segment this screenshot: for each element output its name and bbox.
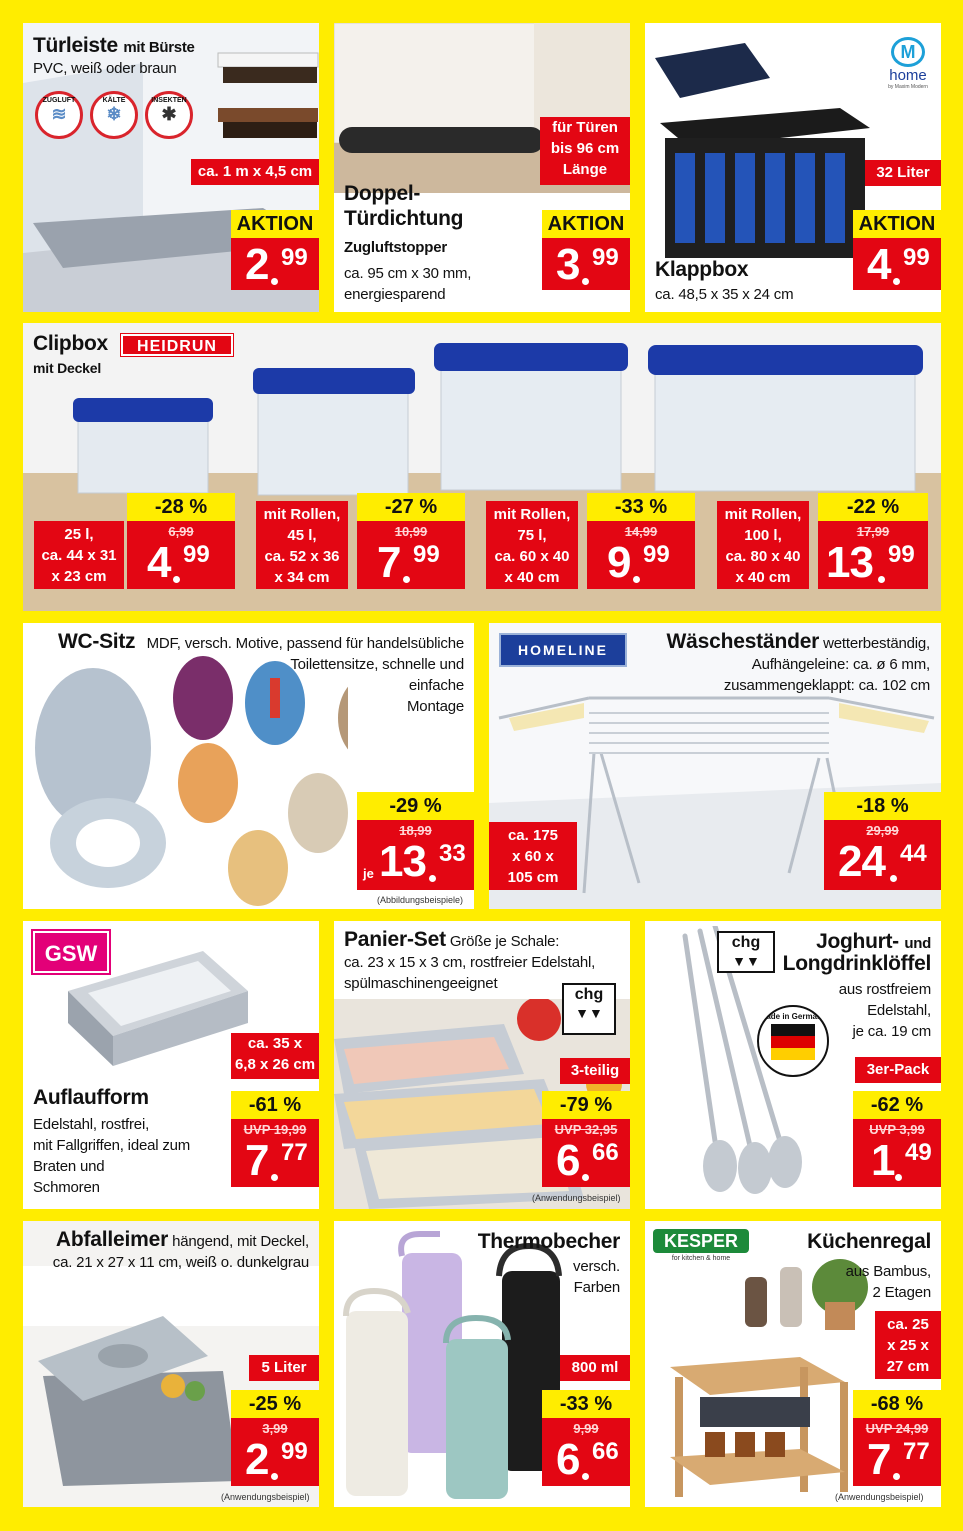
price-tag	[231, 1418, 319, 1486]
aktion-badge: AKTION	[853, 210, 941, 238]
desc-line: energiesparend	[344, 286, 446, 303]
desc-text: Größe je Schale:	[449, 933, 560, 950]
price-cents: 99	[281, 244, 308, 271]
product-title	[783, 931, 931, 975]
desc-text: hängend, mit Deckel,	[172, 1233, 309, 1250]
desc-line	[630, 631, 930, 654]
desc-line: versch.	[573, 1258, 620, 1275]
price-main: 4	[147, 538, 171, 587]
volume-tag: 800 ml	[560, 1355, 630, 1381]
price-dot	[582, 1473, 589, 1480]
price-tag	[357, 521, 465, 589]
price-dot	[878, 576, 885, 583]
price-cents: 99	[592, 244, 619, 271]
panel-klappbox	[645, 23, 941, 312]
germany-flag-icon	[771, 1024, 815, 1060]
icon-label: ZUGLUFT	[42, 97, 76, 104]
size-line: 27 cm	[886, 1358, 930, 1375]
logo-text: GSW	[44, 941, 98, 966]
title-line: Türdichtung	[344, 207, 464, 230]
aktion-badge: AKTION	[542, 210, 630, 238]
image-note: (Anwendungsbeispiel)	[835, 1492, 924, 1502]
feature-icons	[35, 91, 195, 143]
price-main: 9	[607, 538, 631, 587]
seal-text: Made in Germany	[759, 1012, 827, 1021]
product-title	[344, 181, 463, 231]
product-desc	[846, 1261, 931, 1303]
desc-line: Farben	[573, 1279, 620, 1296]
logo-text: home	[889, 67, 927, 84]
price-cents: 44	[900, 840, 927, 867]
old-price: 6,99	[168, 524, 194, 539]
price-tag	[824, 820, 941, 890]
panel-wc-sitz	[23, 623, 474, 909]
price-cents: 99	[903, 244, 930, 271]
size-line: x 40 cm	[504, 569, 560, 586]
size-line: ca. 25	[887, 1316, 929, 1333]
desc-line: mit Fallgriffen, ideal zum	[33, 1137, 191, 1154]
size-tag	[486, 501, 578, 589]
desc-line: einfache	[408, 677, 464, 694]
desc-line: Montage	[407, 698, 464, 715]
price-main: 13	[826, 538, 873, 587]
desc-line: MDF, versch. Motive, passend für handelsübliche	[146, 635, 464, 652]
desc-line	[23, 1229, 309, 1252]
price-tag	[853, 238, 941, 290]
size-tag	[717, 501, 809, 589]
price-main: 7	[867, 1435, 891, 1484]
size-tag	[489, 822, 577, 890]
title-text: Türleiste	[33, 34, 118, 57]
heidrun-logo: HEIDRUN	[121, 334, 233, 356]
panel-abfalleimer	[23, 1221, 319, 1507]
discount-badge: -27 %	[357, 493, 465, 521]
price-tag	[853, 1119, 941, 1187]
panel-tuerdichtung	[334, 23, 630, 312]
title-small: und	[904, 935, 931, 952]
size-line: ca. 60 x 40	[494, 548, 570, 565]
size-line: 105 cm	[507, 869, 559, 886]
price-main: 13	[379, 837, 426, 886]
logo-text: HOMELINE	[518, 642, 608, 658]
insect-icon: INSEKTEN ✱	[145, 91, 193, 139]
product-desc	[573, 1256, 620, 1298]
price-main: 3	[556, 240, 580, 289]
price-dot	[890, 875, 897, 882]
desc-line: 2 Etagen	[872, 1284, 931, 1301]
panel-tuerleiste	[23, 23, 319, 312]
price-cents: 77	[281, 1139, 308, 1166]
product-title: Klappbox	[655, 258, 749, 281]
price-main: 7	[245, 1136, 269, 1185]
old-price: UVP 19,99	[243, 1122, 307, 1137]
desc-line: zusammengeklappt: ca. 102 cm	[723, 677, 930, 694]
old-price: 10,99	[394, 524, 428, 539]
set-tag: 3-teilig	[560, 1058, 630, 1084]
desc-line	[344, 929, 624, 952]
size-line: 75 l,	[517, 527, 547, 544]
price-tag	[853, 1418, 941, 1486]
product-title: Auflaufform	[33, 1086, 149, 1109]
desc-line: Braten und	[33, 1158, 105, 1175]
volume-tag: 5 Liter	[249, 1355, 319, 1381]
folding-box-image	[650, 38, 880, 268]
price-tag	[357, 820, 474, 890]
title-line	[783, 931, 931, 953]
price-tag	[127, 521, 235, 589]
price-cents: 66	[592, 1139, 619, 1166]
old-price: 18,99	[399, 823, 432, 838]
image-note: (Abbildungsbeispiele)	[377, 895, 464, 905]
price-cents: 99	[888, 541, 915, 568]
price-main: 2	[245, 1435, 269, 1484]
panel-kuechenregal	[645, 1221, 941, 1507]
title-text: Joghurt-	[816, 930, 899, 953]
price-cents: 99	[281, 1438, 308, 1465]
price-cents: 33	[439, 840, 466, 867]
panel-waeschestaender	[489, 623, 941, 909]
old-price: UVP 32,95	[554, 1122, 618, 1137]
discount-badge: -61 %	[231, 1091, 319, 1119]
desc-line: ca. 95 cm x 30 mm,	[344, 265, 472, 282]
discount-badge: -62 %	[853, 1091, 941, 1119]
size-line: ca. 175	[507, 827, 559, 844]
product-desc: ca. 48,5 x 35 x 24 cm	[655, 286, 794, 303]
size-tag: ca. 1 m x 4,5 cm	[191, 159, 319, 185]
price-main: 6	[556, 1136, 580, 1185]
price-dot	[582, 278, 589, 285]
draft-icon: ZUGLUFT ≋	[35, 91, 83, 139]
title-small: mit Bürste	[123, 39, 195, 56]
product-desc	[124, 633, 464, 717]
price-dot	[895, 1174, 902, 1181]
discount-badge: -25 %	[231, 1390, 319, 1418]
price-dot	[271, 1174, 278, 1181]
price-cents: 49	[905, 1139, 932, 1166]
size-line: x 40 cm	[735, 569, 791, 586]
desc-line: Toilettensitze, schnelle und	[290, 656, 464, 673]
product-desc	[344, 263, 471, 305]
title-line: Longdrinklöffel	[782, 952, 931, 976]
image-note: (Anwendungsbeispiel)	[532, 1193, 621, 1203]
made-in-germany-seal	[757, 1005, 829, 1077]
discount-badge: -18 %	[824, 792, 941, 820]
price-tag	[542, 1119, 630, 1187]
price-main: 24	[838, 837, 885, 886]
price-dot	[429, 875, 436, 882]
size-line: ca. 80 x 40	[725, 548, 801, 565]
product-subtitle: Zugluftstopper	[344, 239, 448, 256]
desc-line: je ca. 19 cm	[852, 1023, 931, 1040]
title-text: WC-Sitz	[58, 630, 136, 653]
price-tag	[587, 521, 695, 589]
price-tag	[231, 238, 319, 290]
price-dot	[633, 576, 640, 583]
price-dot	[582, 1174, 589, 1181]
size-line: 100 l,	[744, 527, 782, 544]
old-price: 14,99	[624, 524, 658, 539]
gsw-logo	[33, 931, 109, 973]
m-logo-icon: M	[891, 37, 925, 67]
discount-badge: -68 %	[853, 1390, 941, 1418]
image-note: (Anwendungsbeispiel)	[221, 1492, 310, 1502]
price-dot	[893, 1473, 900, 1480]
product-subtitle: mit Deckel	[33, 360, 102, 376]
product-title: Panier-Set	[344, 928, 446, 951]
home-brand-logo	[880, 37, 936, 103]
price-dot	[271, 278, 278, 285]
panel-loeffel	[645, 921, 941, 1209]
cold-icon: KÄLTE ❄	[90, 91, 138, 139]
discount-badge: -33 %	[542, 1390, 630, 1418]
desc-text: wetterbeständig,	[823, 635, 930, 652]
desc-line: ca. 21 x 27 x 11 cm, weiß o. dunkelgrau	[52, 1254, 309, 1271]
desc-line: Edelstahl,	[867, 1002, 931, 1019]
desc-line: Schmoren	[33, 1179, 100, 1196]
price-dot	[173, 576, 180, 583]
price-tag	[542, 1418, 630, 1486]
product-title	[33, 35, 195, 57]
size-line: x 60 x	[512, 848, 554, 865]
price-dot	[893, 278, 900, 285]
size-line: mit Rollen,	[493, 506, 571, 523]
size-line: 45 l,	[287, 527, 317, 544]
product-title: Abfalleimer	[55, 1228, 169, 1251]
title-line: Doppel-	[344, 182, 421, 205]
size-line: ca. 44 x 31	[41, 547, 117, 564]
product-title: Clipbox	[33, 332, 108, 355]
price-cents: 66	[592, 1438, 619, 1465]
size-line: x 25 x	[887, 1337, 929, 1354]
size-tag	[34, 521, 124, 589]
size-line: Länge	[562, 161, 608, 178]
size-line: ca. 52 x 36	[264, 548, 340, 565]
pack-tag: 3er-Pack	[855, 1057, 941, 1083]
price-tag	[231, 1119, 319, 1187]
size-line: x 34 cm	[274, 569, 330, 586]
price-cents: 99	[413, 541, 440, 568]
price-main: 7	[377, 538, 401, 587]
size-line: mit Rollen,	[263, 506, 341, 523]
size-line: ca. 35 x	[247, 1035, 303, 1052]
panel-panier-set	[334, 921, 630, 1209]
kesper-logo	[653, 1229, 749, 1267]
kitchen-shelf-image	[650, 1257, 870, 1507]
chg-logo	[562, 983, 616, 1035]
desc-line: ca. 23 x 15 x 3 cm, rostfreier Edelstahl,	[344, 954, 596, 971]
product-desc	[23, 1229, 309, 1273]
product-title: Wäscheständer	[666, 630, 820, 653]
old-price: UVP 24,99	[865, 1421, 929, 1436]
size-line: 25 l,	[64, 526, 94, 543]
product-desc	[811, 979, 931, 1042]
product-desc	[33, 1114, 223, 1198]
size-tag	[231, 1033, 319, 1079]
chg-logo	[717, 931, 775, 973]
discount-badge: -22 %	[818, 493, 928, 521]
product-desc	[630, 631, 930, 696]
product-title: Küchenregal	[807, 1230, 931, 1253]
aktion-badge: AKTION	[231, 210, 319, 238]
desc-line: Edelstahl, rostfrei,	[33, 1116, 150, 1133]
volume-tag: 32 Liter	[865, 160, 941, 186]
desc-line: Aufhängeleine: ca. ø 6 mm,	[751, 656, 930, 673]
price-tag	[818, 521, 928, 589]
price-main: 4	[867, 240, 891, 289]
discount-badge: -79 %	[542, 1091, 630, 1119]
size-line: mit Rollen,	[724, 506, 802, 523]
size-tag	[256, 501, 348, 589]
size-line: x 23 cm	[51, 568, 107, 585]
logo-text: KESPER	[653, 1229, 749, 1253]
logo-subtext: for kitchen & home	[671, 1255, 731, 1262]
price-cents: 99	[643, 541, 670, 568]
price-je: je	[363, 866, 374, 881]
price-cents: 99	[183, 541, 210, 568]
old-price: UVP 3,99	[869, 1122, 925, 1137]
product-desc: PVC, weiß oder braun	[33, 60, 177, 77]
discount-badge: -29 %	[357, 792, 474, 820]
old-price: 29,99	[866, 823, 899, 838]
desc-line: aus Bambus,	[845, 1263, 931, 1280]
old-price: 17,99	[856, 524, 890, 539]
icon-label: INSEKTEN	[151, 97, 187, 104]
logo-text: chg	[731, 934, 761, 951]
size-tag	[875, 1311, 941, 1379]
price-main: 1	[871, 1136, 895, 1185]
desc-line: aus rostfreiem	[838, 981, 931, 998]
price-dot	[271, 1473, 278, 1480]
old-price: 9,99	[573, 1421, 599, 1436]
price-dot	[403, 576, 410, 583]
triangles-icon: ▼▼	[732, 953, 760, 969]
product-title: Thermobecher	[477, 1230, 620, 1253]
panel-thermobecher	[334, 1221, 630, 1507]
panel-auflaufform	[23, 921, 319, 1209]
homeline-logo	[499, 633, 627, 667]
thermo-cups-image	[334, 1221, 564, 1507]
logo-text: chg	[574, 986, 604, 1003]
old-price: 3,99	[262, 1421, 288, 1436]
icon-label: KÄLTE	[102, 97, 126, 104]
logo-subtext: by Maxim Modern	[888, 84, 928, 90]
size-tag	[540, 117, 630, 185]
price-tag	[542, 238, 630, 290]
discount-badge: -28 %	[127, 493, 235, 521]
price-main: 6	[556, 1435, 580, 1484]
triangles-icon: ▼▼	[575, 1005, 603, 1021]
size-line: für Türen	[552, 119, 618, 136]
price-main: 2	[245, 240, 269, 289]
desc-line: spülmaschinengeeignet	[344, 975, 498, 992]
size-line: 6,8 x 26 cm	[234, 1056, 316, 1073]
panel-clipbox	[23, 323, 941, 611]
price-cents: 77	[903, 1438, 930, 1465]
discount-badge: -33 %	[587, 493, 695, 521]
size-line: bis 96 cm	[550, 140, 620, 157]
